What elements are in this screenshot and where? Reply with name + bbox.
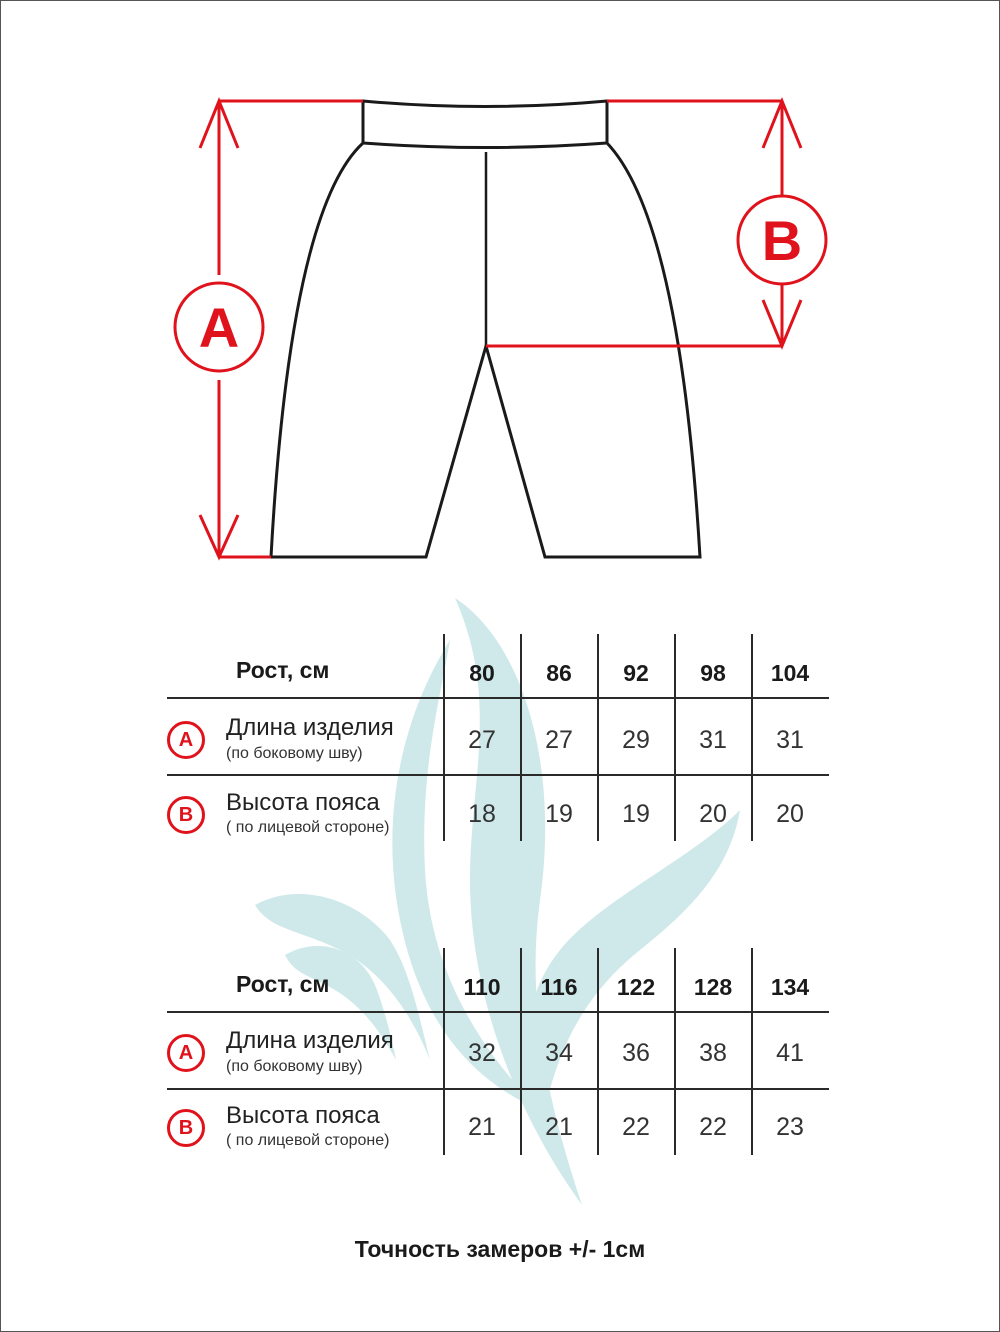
- size-header: 92: [623, 660, 649, 686]
- dimension-a-label: A: [198, 296, 240, 359]
- measurement-accuracy-note: Точность замеров +/- 1см: [354, 1236, 646, 1262]
- table-cell: 19: [622, 800, 650, 828]
- row-title: Высота пояса: [226, 789, 380, 816]
- table-cell: 19: [545, 800, 573, 828]
- badge-b: B: [167, 1109, 205, 1147]
- row-title: Высота пояса: [226, 1102, 380, 1129]
- size-header: 116: [540, 974, 578, 1000]
- size-header: 104: [770, 660, 810, 686]
- row-subtitle: ( по лицевой стороне): [226, 1132, 390, 1149]
- size-header: 134: [770, 974, 810, 1000]
- table-cell: 34: [545, 1039, 573, 1067]
- badge-b: B: [167, 796, 205, 834]
- table-cell: 22: [699, 1113, 727, 1141]
- table-cell: 27: [545, 726, 573, 754]
- row-title: Длина изделия: [226, 714, 394, 741]
- table-cell: 20: [776, 800, 804, 828]
- row-subtitle: (по боковому шву): [226, 1058, 363, 1075]
- table-cell: 38: [699, 1039, 727, 1067]
- shorts-diagram: [0, 0, 1000, 600]
- row-subtitle: ( по лицевой стороне): [226, 819, 390, 836]
- table-cell: 22: [622, 1113, 650, 1141]
- table-divider: [167, 697, 829, 699]
- waistband-outline: [363, 101, 607, 148]
- height-header-label: Рост, см: [236, 971, 330, 997]
- table-cell: 32: [468, 1039, 496, 1067]
- row-title: Длина изделия: [226, 1027, 394, 1054]
- height-header-label: Рост, см: [236, 657, 330, 683]
- table-cell: 31: [699, 726, 727, 754]
- size-header: 98: [700, 660, 726, 686]
- table-cell: 27: [468, 726, 496, 754]
- table-divider: [167, 1088, 829, 1090]
- table-cell: 21: [468, 1113, 496, 1141]
- table-cell: 21: [545, 1113, 573, 1141]
- size-header: 128: [693, 974, 733, 1000]
- table-divider: [167, 774, 829, 776]
- size-header: 122: [616, 974, 656, 1000]
- size-header: 86: [546, 660, 572, 686]
- table-cell: 23: [776, 1113, 804, 1141]
- badge-a: A: [167, 1034, 205, 1072]
- table-cell: 18: [468, 800, 496, 828]
- size-header: 110: [463, 974, 501, 1000]
- badge-a: A: [167, 721, 205, 759]
- table-cell: 41: [776, 1039, 804, 1067]
- dimension-b-label: B: [761, 209, 803, 272]
- table-cell: 31: [776, 726, 804, 754]
- table-cell: 36: [622, 1039, 650, 1067]
- row-subtitle: (по боковому шву): [226, 745, 363, 762]
- table-cell: 20: [699, 800, 727, 828]
- table-divider: [167, 1011, 829, 1013]
- table-cell: 29: [622, 726, 650, 754]
- size-header: 80: [469, 660, 495, 686]
